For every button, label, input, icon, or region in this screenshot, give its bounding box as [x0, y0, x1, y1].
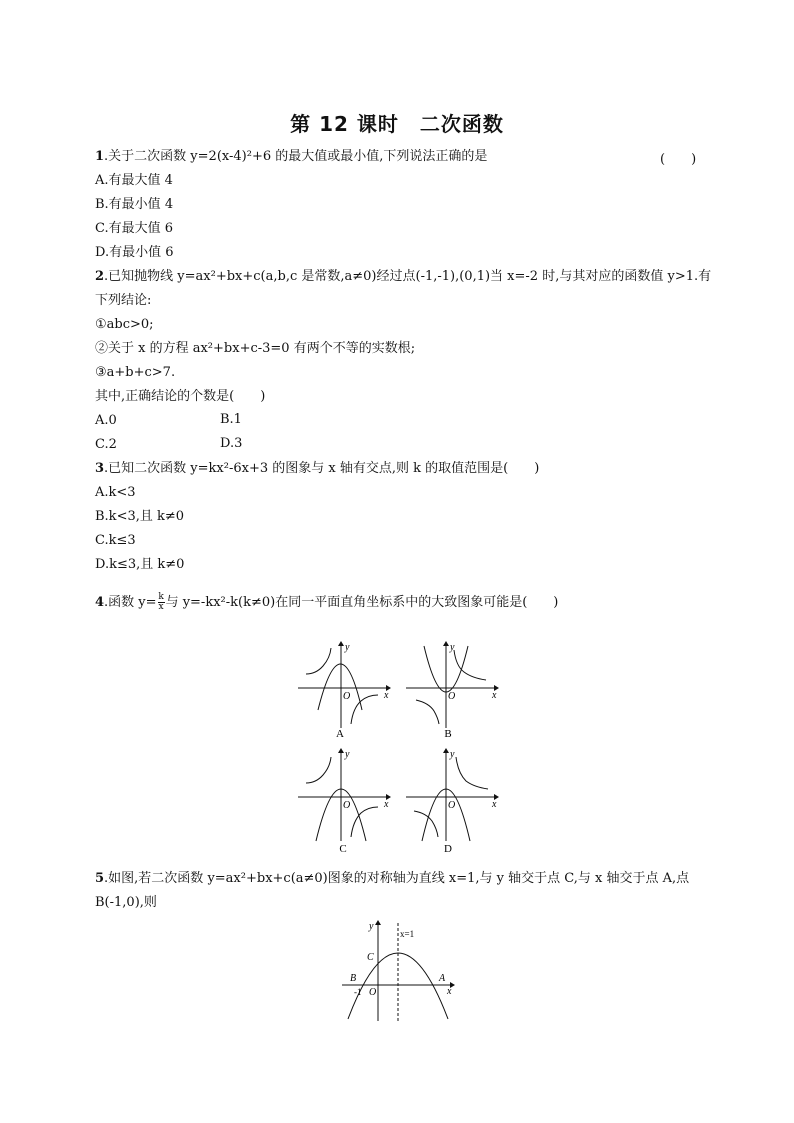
- q4-stem: [95, 593, 558, 612]
- q2-stem-text: .已知抛物线 y=ax²+bx+c(a,b,c 是常数,a≠0)经过点(-1,-1),(0,1)当 x=-2 时,与其对应的函数值 y>1.有: [104, 269, 712, 284]
- q1-answer-paren: ( ): [660, 152, 697, 167]
- q1-number: 1: [95, 149, 105, 164]
- origin-label: O: [343, 800, 351, 811]
- point-b-label: B: [350, 973, 357, 984]
- y-axis-label: y: [369, 921, 374, 932]
- q5-number: 5: [95, 871, 105, 886]
- origin-label: O: [448, 800, 456, 811]
- q2-option-d: D.3: [220, 436, 243, 451]
- q4-fraction: [158, 593, 165, 612]
- hyperbola-branch: [416, 700, 439, 724]
- q1-stem-text: .关于二次函数 y=2(x-4)²+6 的最大值或最小值,下列说法正确的是: [104, 149, 488, 164]
- q3-option-c: C.k≤3: [95, 533, 136, 548]
- origin-label: O: [343, 691, 351, 702]
- q4-fraction-denominator: x: [158, 602, 164, 612]
- hyperbola-branch: [306, 757, 331, 783]
- q5-stem-line1: [95, 870, 689, 888]
- q3-option-d: D.k≤3,且 k≠0: [95, 557, 185, 572]
- y-axis-label: y: [450, 749, 455, 760]
- q2-number: 2: [95, 269, 105, 284]
- q4-graph-c: [296, 745, 396, 855]
- q5-stem-line2: B(-1,0),则: [95, 895, 157, 910]
- parabola: [318, 664, 362, 710]
- q2-option-b: B.1: [220, 412, 242, 427]
- page-title: 第 12 课时 二次函数: [290, 112, 504, 136]
- hyperbola-branch: [306, 648, 331, 674]
- q4-fraction-numerator: k: [158, 592, 164, 602]
- q1-option-a: A.有最大值 4: [95, 173, 173, 188]
- q2-conclusion-2: ②关于 x 的方程 ax²+bx+c-3=0 有两个不等的实数根;: [95, 341, 416, 356]
- q1-option-c: C.有最大值 6: [95, 221, 174, 236]
- q3-number: 3: [95, 461, 105, 476]
- q1-option-b: B.有最小值 4: [95, 197, 174, 212]
- q3-stem-text: .已知二次函数 y=kx²-6x+3 的图象与 x 轴有交点,则 k 的取值范围是( ): [104, 461, 540, 476]
- origin-label: O: [448, 691, 456, 702]
- q5-stem-text: .如图,若二次函数 y=ax²+bx+c(a≠0)图象的对称轴为直线 x=1,与 y 轴交于点 C,与 x 轴交于点 A,点: [104, 871, 690, 886]
- hyperbola-branch: [351, 695, 378, 724]
- minus-one-label: -1: [354, 987, 362, 997]
- graph-label: D: [444, 843, 452, 855]
- graph-label: A: [336, 728, 344, 740]
- x-axis-label: x: [447, 986, 452, 997]
- y-axis-label: y: [450, 642, 455, 653]
- graph-label: C: [339, 843, 347, 855]
- q2-stem-line1: [95, 268, 711, 286]
- y-axis-label: y: [345, 642, 350, 653]
- q3-option-a: A.k<3: [95, 485, 136, 500]
- point-a-label: A: [439, 973, 446, 984]
- x-axis-label: x: [492, 690, 497, 701]
- q2-option-c: C.2: [95, 437, 117, 452]
- q3-stem: [95, 460, 539, 478]
- point-c-label: C: [367, 952, 374, 963]
- q2-conclusion-3: ③a+b+c>7.: [95, 365, 176, 380]
- q1-stem: [95, 148, 487, 166]
- y-axis-label: y: [345, 749, 350, 760]
- symmetry-axis-label: x=1: [400, 929, 415, 939]
- y-axis-arrow: [338, 748, 344, 753]
- y-axis-arrow: [443, 641, 449, 646]
- origin-label: O: [369, 987, 377, 998]
- hyperbola-branch: [456, 757, 488, 789]
- x-axis-label: x: [492, 799, 497, 810]
- hyperbola-branch: [351, 807, 378, 837]
- y-axis-arrow: [338, 641, 344, 646]
- q2-stem-line2: 下列结论:: [95, 293, 152, 308]
- q4-stem-pre: .函数 y=: [104, 595, 157, 610]
- q2-option-a: A.0: [95, 413, 117, 428]
- q3-option-b: B.k<3,且 k≠0: [95, 509, 185, 524]
- q4-stem-post: 与 y=-kx²-k(k≠0)在同一平面直角坐标系中的大致图象可能是( ): [165, 595, 559, 610]
- q4-number: 4: [95, 595, 105, 610]
- q4-graph-d: [404, 745, 504, 855]
- q5-figure: [334, 915, 464, 1023]
- q4-graph-a: [296, 638, 396, 740]
- q4-graph-b: [404, 638, 504, 740]
- y-axis-arrow: [443, 748, 449, 753]
- q2-conclusion-1: ①abc>0;: [95, 317, 154, 332]
- graph-label: B: [444, 728, 452, 740]
- x-axis-label: x: [384, 799, 389, 810]
- q1-option-d: D.有最小值 6: [95, 245, 174, 260]
- q2-question: 其中,正确结论的个数是( ): [95, 389, 266, 404]
- x-axis-label: x: [384, 690, 389, 701]
- y-axis-arrow: [375, 920, 381, 925]
